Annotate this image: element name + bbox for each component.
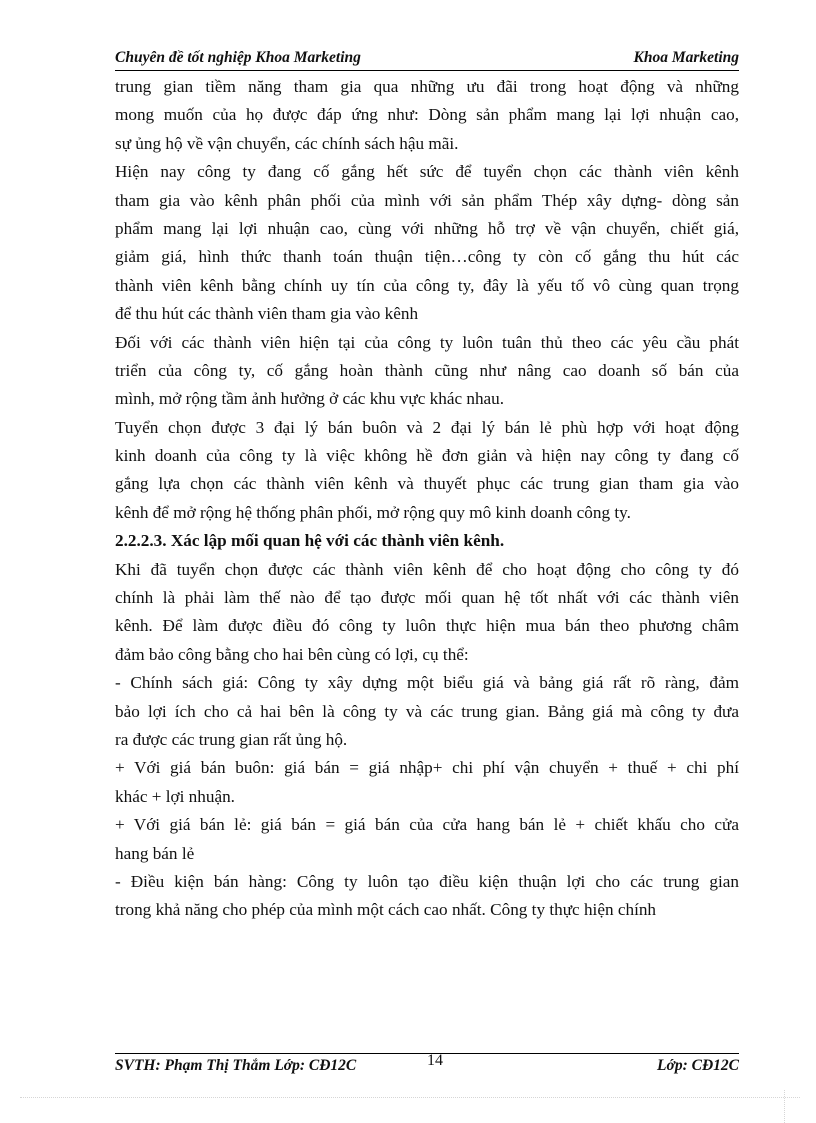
- text-line: + Với giá bán lẻ: giá bán = giá bán của cửa hang bán lẻ + chiết khấu cho cửa: [115, 815, 739, 835]
- text-line: gắng lựa chọn các thành viên kênh và thuyết phục các trung gian tham gia vào: [115, 474, 739, 494]
- text-line: kênh. Để làm được điều đó công ty luôn thực hiện mua bán theo phương châm: [115, 616, 739, 636]
- text-line: giảm giá, hình thức thanh toán thuận tiện…công ty còn cố gắng thu hút các: [115, 247, 739, 267]
- text-line: Đối với các thành viên hiện tại của công ty luôn tuân thủ theo các yêu cầu phát: [115, 332, 739, 352]
- text-line: - Chính sách giá: Công ty xây dựng một biểu giá và bảng giá rất rõ ràng, đảm: [115, 673, 739, 693]
- text-line: Hiện nay công ty đang cố gắng hết sức để tuyển chọn các thành viên kênh: [115, 162, 739, 182]
- document-body: [115, 73, 739, 925]
- page-footer: [115, 1052, 739, 1078]
- text-line: đảm bảo công bằng cho hai bên cùng có lợi, cụ thể:: [115, 644, 469, 664]
- page-header: [115, 48, 739, 71]
- text-line: Tuyển chọn được 3 đại lý bán buôn và 2 đại lý bán lẻ phù hợp với hoạt động: [115, 417, 739, 437]
- text-line: ra được các trung gian rất ủng hộ.: [115, 729, 348, 749]
- text-line: bảo lợi ích cho cả hai bên là công ty và các trung gian. Bảng giá mà công ty đưa: [115, 701, 739, 721]
- text-line: mong muốn của họ được đáp ứng như: Dòng sản phẩm mang lại lợi nhuận cao,: [115, 105, 739, 125]
- footer-author: SVTH: Phạm Thị Thắm Lớp: CĐ12C: [115, 1057, 357, 1074]
- text-line: khác + lợi nhuận.: [115, 786, 235, 806]
- section-heading: 2.2.2.3. Xác lập mối quan hệ với các thành viên kênh.: [115, 531, 505, 551]
- page-edge-right: [784, 1090, 785, 1123]
- text-line: kênh để mở rộng hệ thống phân phối, mở rộng quy mô kinh doanh công ty.: [115, 502, 631, 522]
- text-line: trung gian tiềm năng tham gia qua những ưu đãi trong hoạt động và những: [115, 77, 739, 96]
- text-line: tham gia vào kênh phân phối của mình với sản phẩm Thép xây dựng- dòng sản: [115, 190, 739, 210]
- header-title-left: Chuyên đề tốt nghiệp Khoa Marketing: [115, 49, 361, 66]
- text-line: trong khả năng cho phép của mình một cách cao nhất. Công ty thực hiện chính: [115, 900, 657, 920]
- page-number: 14: [427, 1052, 443, 1069]
- text-line: mình, mở rộng tầm ảnh hưởng ở các khu vực khác nhau.: [115, 389, 505, 409]
- text-line: phẩm mang lại lợi nhuận cao, cùng với những hỗ trợ về vận chuyển, chiết giá,: [115, 218, 739, 238]
- text-line: hang bán lẻ: [115, 843, 195, 863]
- text-line: để thu hút các thành viên tham gia vào kênh: [115, 304, 419, 324]
- footer-class: Lớp: CĐ12C: [657, 1057, 739, 1074]
- text-line: Khi đã tuyển chọn được các thành viên kênh để cho hoạt động cho công ty đó: [115, 559, 739, 579]
- text-line: sự ủng hộ về vận chuyển, các chính sách hậu mãi.: [115, 133, 459, 153]
- text-line: - Điều kiện bán hàng: Công ty luôn tạo điều kiện thuận lợi cho các trung gian: [115, 871, 739, 891]
- text-line: thành viên kênh bằng chính uy tín của công ty, đây là yếu tố vô cùng quan trọng: [115, 275, 739, 295]
- header-title-right: Khoa Marketing: [633, 49, 739, 66]
- text-line: chính là phải làm thế nào để tạo được mối quan hệ tốt nhất với các thành viên: [115, 588, 739, 608]
- text-line: + Với giá bán buôn: giá bán = giá nhập+ chi phí vận chuyển + thuế + chi phí: [115, 758, 739, 778]
- text-line: kinh doanh của công ty là việc không hề đơn giản và hiện nay công ty đang cố: [115, 446, 739, 466]
- page-edge-bottom: [20, 1097, 800, 1098]
- text-line: triển của công ty, cố gắng hoàn thành cũng như nâng cao doanh số bán của: [115, 360, 739, 380]
